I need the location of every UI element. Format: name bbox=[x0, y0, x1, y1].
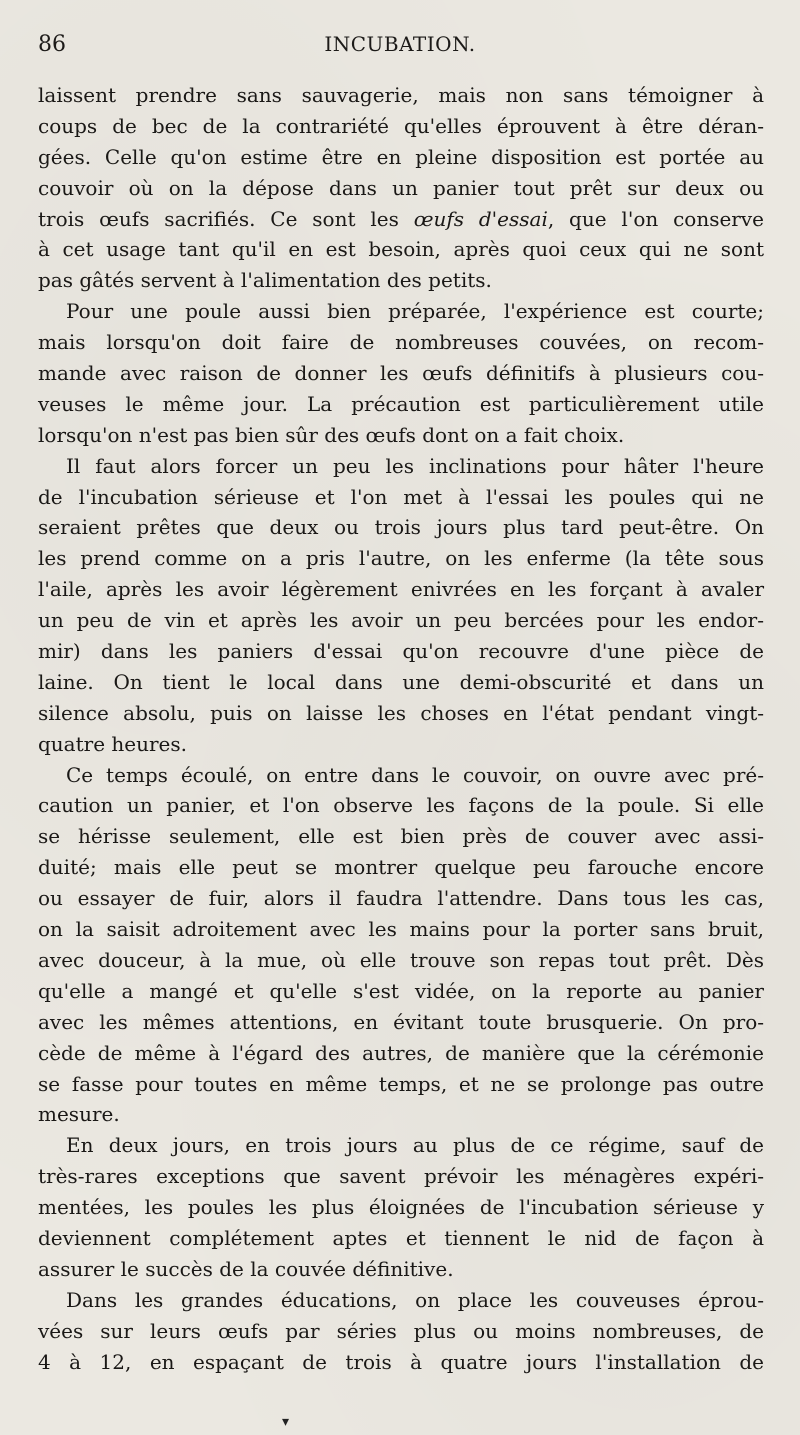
text-line: assurer le succès de la couvée définitive. bbox=[38, 1256, 454, 1281]
text-line: un peu de vin et après les avoir un peu bercées pour les endor- bbox=[38, 608, 764, 633]
text-line: 4 à 12, en espaçant de trois à quatre jours l'installation de bbox=[38, 1349, 764, 1374]
page-number: 86 bbox=[38, 32, 66, 57]
text-line: mande avec raison de donner les œufs définitifs à plusieurs cou- bbox=[38, 361, 764, 386]
printer-mark: ▾ bbox=[282, 1414, 290, 1430]
text-line: avec les mêmes attentions, en évitant toute brusquerie. On pro- bbox=[38, 1009, 764, 1034]
text-line: mesure. bbox=[38, 1102, 120, 1127]
body-text bbox=[38, 80, 764, 1377]
text-line: ou essayer de fuir, alors il faudra l'attendre. Dans tous les cas, bbox=[38, 886, 764, 911]
paragraph bbox=[38, 80, 764, 296]
text-line: de l'incubation sérieuse et l'on met à l'essai les poules qui ne bbox=[38, 484, 764, 509]
text-line: deviennent complétement aptes et tiennent le nid de façon à bbox=[38, 1225, 764, 1250]
text-line: seraient prêtes que deux ou trois jours plus tard peut-être. On bbox=[38, 515, 764, 540]
text-line: couvoir où on la dépose dans un panier tout prêt sur deux ou bbox=[38, 175, 764, 200]
text-line: quatre heures. bbox=[38, 731, 188, 756]
text-line: cède de même à l'égard des autres, de manière que la cérémonie bbox=[38, 1040, 764, 1065]
text-line: coups de bec de la contrariété qu'elles éprouvent à être déran- bbox=[38, 113, 764, 138]
paragraph bbox=[38, 1285, 764, 1378]
text-line: vées sur leurs œufs par séries plus ou moins nombreuses, de bbox=[38, 1318, 764, 1343]
text-line: Ce temps écoulé, on entre dans le couvoir, on ouvre avec pré- bbox=[66, 762, 764, 787]
text-line: avec douceur, à la mue, où elle trouve son repas tout prêt. Dès bbox=[38, 947, 764, 972]
text-line: laine. On tient le local dans une demi-obscurité et dans un bbox=[38, 669, 764, 694]
text-line: Pour une poule aussi bien préparée, l'expérience est courte; bbox=[66, 299, 764, 324]
paragraph bbox=[38, 451, 764, 760]
paragraph bbox=[38, 1130, 764, 1284]
running-title: INCUBATION. bbox=[324, 32, 476, 56]
text-line: mentées, les poules les plus éloignées de l'incubation sérieuse y bbox=[38, 1195, 764, 1220]
text-line: à cet usage tant qu'il en est besoin, après quoi ceux qui ne sont bbox=[38, 237, 764, 262]
italic-term: œufs d'essai bbox=[413, 206, 548, 231]
text-line: En deux jours, en trois jours au plus de ce régime, sauf de bbox=[66, 1133, 764, 1158]
text-line: duité; mais elle peut se montrer quelque peu farouche encore bbox=[38, 855, 764, 880]
text-line: caution un panier, et l'on observe les façons de la poule. Si elle bbox=[38, 793, 764, 818]
text-line: Il faut alors forcer un peu les inclinations pour hâter l'heure bbox=[66, 453, 764, 478]
text-line: laissent prendre sans sauvagerie, mais non sans témoigner à bbox=[38, 83, 764, 107]
text-line: l'aile, après les avoir légèrement enivrées en les forçant à avaler bbox=[38, 577, 764, 602]
paragraph bbox=[38, 296, 764, 450]
text-line: on la saisit adroitement avec les mains pour la porter sans bruit, bbox=[38, 917, 764, 942]
text-line: silence absolu, puis on laisse les choses en l'état pendant vingt- bbox=[38, 700, 764, 725]
text-line: se fasse pour toutes en même temps, et ne se prolonge pas outre bbox=[38, 1071, 764, 1096]
text-line: mais lorsqu'on doit faire de nombreuses couvées, on recom- bbox=[38, 330, 764, 355]
text-line: les prend comme on a pris l'autre, on les enferme (la tête sous bbox=[38, 546, 764, 571]
text-line: très-rares exceptions que savent prévoir les ménagères expéri- bbox=[38, 1164, 764, 1189]
text-line: trois œufs sacrifiés. Ce sont les œufs d'essai, que l'on conserve bbox=[38, 206, 765, 231]
running-head bbox=[38, 30, 762, 64]
text-line: Dans les grandes éducations, on place les couveuses éprou- bbox=[66, 1287, 764, 1312]
text-line: mir) dans les paniers d'essai qu'on recouvre d'une pièce de bbox=[38, 639, 764, 664]
text-line: pas gâtés servent à l'alimentation des petits. bbox=[38, 268, 492, 293]
text-line: gées. Celle qu'on estime être en pleine disposition est portée au bbox=[38, 144, 764, 169]
text-line: qu'elle a mangé et qu'elle s'est vidée, on la reporte au panier bbox=[38, 978, 764, 1003]
text-line: veuses le même jour. La précaution est particulièrement utile bbox=[38, 391, 764, 416]
text-line: lorsqu'on n'est pas bien sûr des œufs dont on a fait choix. bbox=[38, 422, 625, 447]
text-line: se hérisse seulement, elle est bien près de couver avec assi- bbox=[38, 824, 764, 849]
paragraph bbox=[38, 760, 764, 1131]
